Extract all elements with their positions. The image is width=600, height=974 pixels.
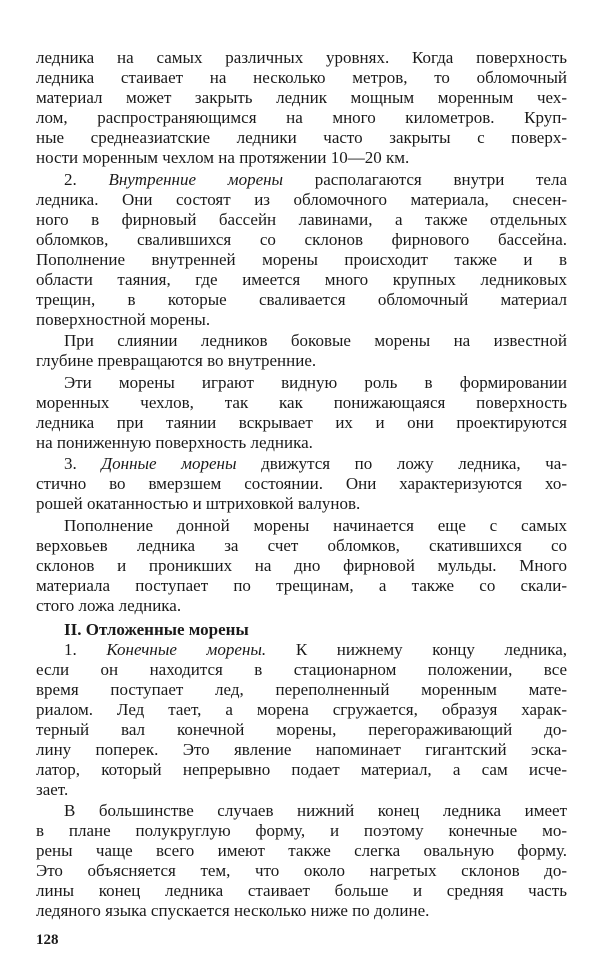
page-body-text <box>36 48 567 923</box>
paragraph <box>36 801 567 921</box>
text-line: ности моренным чехлом на протяжении 10—20 км. <box>36 148 410 167</box>
text-line: в плане полукруглую форму, и поэтому конечные мо- <box>36 821 567 840</box>
text-line: рошей окатанностью и штриховкой валунов. <box>36 494 361 513</box>
text-line: склонов и проникших на дно фирновой мульды. Много <box>36 555 567 575</box>
paragraph <box>36 640 567 800</box>
text-line: время поступает лед, переполненный моренным мате- <box>36 679 567 699</box>
text-line: терный вал конечной морены, перегораживающий до- <box>36 719 567 739</box>
text-line: Это объясняется тем, что около нагретых склонов до- <box>36 861 567 880</box>
section-heading: II. Отложенные морены <box>64 619 249 639</box>
text-line: рены чаще всего имеют также слегка овальную форму. <box>36 841 567 860</box>
text-line: ледника на самых различных уровнях. Когда поверхность <box>36 48 567 67</box>
text-line: зает. <box>36 779 69 799</box>
list-number: 2. <box>64 169 109 189</box>
text-line: если он находится в стационарном положении, все <box>36 659 567 679</box>
list-number: 1. <box>64 639 107 659</box>
text-line: глубине превращаются во внутренние. <box>36 351 317 370</box>
italic-term: Донные морены <box>101 454 237 473</box>
text-line <box>36 640 567 660</box>
text-line: стого ложа ледника. <box>36 595 182 615</box>
text-line: области таяния, где имеется много крупных ледниковых <box>36 269 567 289</box>
text-line: риалом. Лед тает, а морена сгружается, образуя харак- <box>36 699 567 719</box>
text-line: ные среднеазиатские ледники часто закрыты с поверх- <box>36 128 567 147</box>
text-line: моренных чехлов, так как понижающаяся поверхность <box>36 392 567 412</box>
text-line: ледника при таянии вскрывает их и они проектируются <box>36 412 567 432</box>
text-line: лины конец ледника стаивает больше и средняя часть <box>36 881 567 900</box>
text-line: ледника стаивает на несколько метров, то обломочный <box>36 68 567 87</box>
text-line: При слиянии ледников боковые морены на известной <box>64 331 567 350</box>
text-line: В большинстве случаев нижний конец ледника имеет <box>64 801 567 820</box>
text-line: Эти морены играют видную роль в формировании <box>64 372 567 392</box>
paragraph <box>36 48 567 168</box>
text-line: лину поперек. Это явление напоминает гигантский эска- <box>36 739 567 759</box>
list-number: 3. <box>64 454 102 473</box>
text-line: верховьев ледника за счет обломков, скатившихся со <box>36 535 567 555</box>
text-line <box>36 170 567 190</box>
text-line: Пополнение внутренней морены происходит также и в <box>36 249 567 269</box>
italic-term: Конечные морены. <box>106 639 267 659</box>
text-line <box>36 454 567 474</box>
text-line: трещин, в которые сваливается обломочный материал <box>36 289 567 309</box>
text-line: ного в фирновый бассейн лавинами, а также отдельных <box>36 209 567 229</box>
text-line: стично во вмерзшем состоянии. Они характеризуются хо- <box>36 474 567 493</box>
text-line: обломков, свалившихся со склонов фирнового бассейна. <box>36 229 567 249</box>
text-line: на пониженную поверхность ледника. <box>36 432 313 452</box>
paragraph <box>36 170 567 330</box>
text-line: Пополнение донной морены начинается еще с самых <box>64 515 567 535</box>
text-line: ледника. Они состоят из обломочного материала, снесен- <box>36 189 567 209</box>
paragraph <box>36 373 567 453</box>
text-line: ледяного языка спускается несколько ниже по долине. <box>36 901 430 920</box>
text-line: материал может закрыть ледник мощным моренным чех- <box>36 88 567 107</box>
paragraph <box>36 516 567 616</box>
line-text: К нижнему концу ледника, <box>266 639 567 659</box>
line-text: движутся по ложу ледника, ча- <box>236 454 567 473</box>
text-line: материала поступает по трещинам, а также со скали- <box>36 575 567 595</box>
text-line: латор, который непрерывно подает материал, а сам исче- <box>36 759 567 779</box>
text-line: поверхностной морены. <box>36 309 211 329</box>
line-text: располагаются внутри тела <box>283 169 567 189</box>
italic-term: Внутренние морены <box>108 169 284 189</box>
paragraph <box>36 454 567 514</box>
text-line: лом, распространяющимся на много километров. Круп- <box>36 108 567 127</box>
paragraph <box>36 331 567 371</box>
page-number: 128 <box>36 932 59 948</box>
